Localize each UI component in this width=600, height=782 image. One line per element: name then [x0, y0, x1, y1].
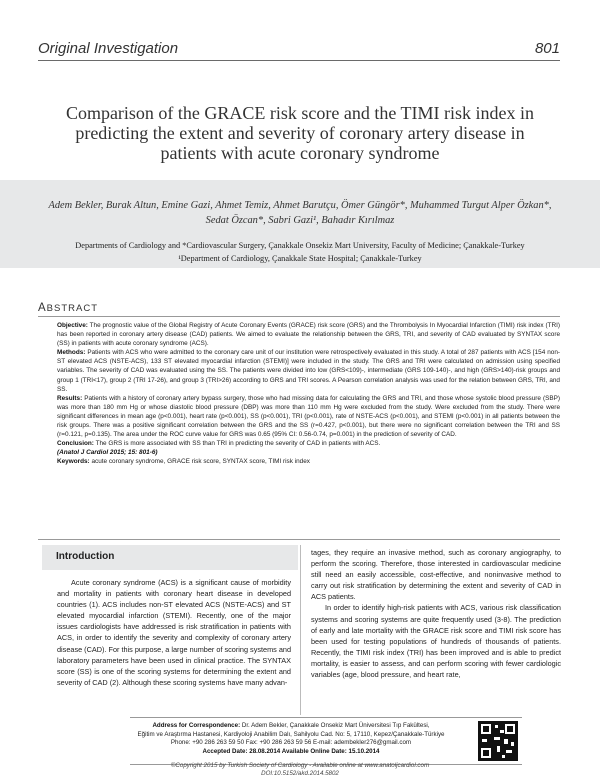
copyright-block: [0, 762, 600, 778]
keywords-text: acute coronary syndrome, GRACE risk score, SYNTAX score, TIMI risk index: [91, 458, 310, 466]
intro-heading-box: [42, 545, 298, 570]
citation-text: (Anatol J Cardiol 2015; 15: 801-6): [57, 449, 158, 457]
correspondence-label: Address for Correspondence:: [152, 722, 241, 729]
running-header: [38, 38, 560, 61]
article-title: [40, 103, 560, 163]
affiliations: [40, 239, 560, 265]
intro-paragraph: Acute coronary syndrome (ACS) is a significant cause of morbidity and mortality in patients with coronary heart disease in developed countries (1). ACS includes non-ST elevated ACS (NSTE-ACS) and ST elevated myocardial infarction (STEMI). Recently, one of the major issues cardiologists have addressed is risk stratification in patients with ACS, in order to identify the severity and complexity of coronary artery disease (CAD). For this purpose, a large number of scoring systems and laboratory parameters have been used in clinical practice. The SYNTAX score (SS) is one of the scoring systems for determining the extent and severity of CAD (2). Although these scoring systems have many advan-: [57, 578, 292, 687]
correspondence-name: Dr. Adem Bekler, Çanakkale Onsekiz Mart Üniversitesi Tıp Fakültesi,: [241, 722, 430, 729]
intro-paragraph: In order to identify high-risk patients with ACS, various risk classification systems and scoring systems are quite frequently used (3-8). The prediction of early and late mortality with the GRACE risk score and TIMI risk score has been used for testing populations of hundreds of thousands of patients. Recently, the TIMI risk index (TRI) has been improved and is able to predict mortality, is easier to assess, and can perform scoring with fewer cardiologic variables (age, blood pressure, and heart rate,: [311, 603, 561, 680]
results-text: Patients with a history of coronary artery bypass surgery, those who had missing data for calculating the GRS and TRI, and those whose systolic blood pressure (SBP) was more than 180 mm Hg or whose diastolic blood pressure (DBP) was more than 110 mm Hg were excluded from the study. Were excluded from the study. There were significant differences in mean age (p<0.001), heart rate (p<0.001), SS (p<0.001), TRI (p<0.001), rate of NSTE-ACS (p<0.001), and STEMI (p<0.001) in all patients between the risk groups. There was a positive significant correlation between the GRS and the SS (r=0.427, p<0.001), but there were no significant correlation between the TRI and SS (r=0.121, p=0.135). The area under the ROC curve value for GRS was 0.65 (95% CI: 0.56-0.74, p=0.001) in the prediction of severity of CAD.: [57, 394, 560, 439]
conclusion-label: Conclusion:: [57, 440, 94, 448]
doi-line: DOI:10.5152/akd.2014.5802: [261, 770, 339, 777]
abstract-bottom-rule: [38, 539, 560, 540]
copyright-line: ©Copyright 2015 by Turkish Society of Cardiology - Available online at www.anatoljcardiol.com: [170, 762, 430, 769]
accepted-date: Accepted Date: 28.08.2014 Available Online Date: 15.10.2014: [202, 748, 380, 756]
column-divider: [300, 545, 301, 715]
conclusion-text: The GRS is more associated with SS than TRI in predicting the severity of CAD in patients with ACS.: [95, 440, 381, 448]
abstract-methods: [57, 348, 560, 393]
title-line: predicting the extent and severity of coronary artery disease in: [75, 123, 525, 143]
abstract-top-rule: [38, 316, 560, 317]
affiliation-line: Departments of Cardiology and *Cardiovascular Surgery, Çanakkale Onsekiz Mart University, Faculty of Medicine; Çanakkale-Turkey: [75, 241, 525, 250]
qr-code-icon: [478, 721, 518, 761]
objective-label: Objective:: [57, 322, 88, 329]
correspondence-text: [130, 722, 452, 757]
correspondence-address: Eğitim ve Araştırma Hastanesi, Kardiyoloji Anabilim Dalı, Sahilyolu Cad. No: 5, 17110, Kepez/Çanakkale-Türkiye: [137, 730, 445, 738]
correspondence-line: [130, 722, 452, 731]
abstract-body: [57, 321, 560, 467]
title-line: patients with acute coronary syndrome: [160, 143, 440, 163]
objective-text: The prognostic value of the Global Registry of Acute Coronary Events (GRACE) risk score (GRS) and the Thrombolysis In Myocardial Infarction (TIMI) risk index (TRI) has been reported in coronary artery disease (CAD) patients. We aimed to evaluate the relationship between the GRS, TRI, and severity of CAD evaluated by SYNTAX score (SS) in patients with acute coronary syndrome (ACS).: [57, 322, 560, 348]
abstract-conclusion: [57, 439, 560, 448]
abstract-heading-initial: A: [38, 302, 47, 314]
methods-label: Methods:: [57, 349, 86, 357]
author-line: Adem Bekler, Burak Altun, Emine Gazi, Ahmet Temiz, Ahmet Barutçu, Ömer Güngör*, Muhammed Turgut Alper Özkan*,: [48, 200, 552, 211]
methods-text: Patients with ACS who were admitted to the coronary care unit of our institution were retrospectively evaluated in this study. A total of 287 patients with ACS [154 non-ST elevated ACS (NSTE-ACS), 133 ST elevated myocardial infarction (STEMI)] were included in the study. The GRS and TRI were calculated on admission using specified variables. The severity of CAD was evaluated using the SS. The patients were divided into low (GRS<109)-, intermediate (GRS 109-140)-, and high (GRS>140)-risk groups and group 1 (TRI<17), group 2 (TRI 17-26), and group 3 (TRI>26) according to GRS and TRI scores. A Pearson correlation analysis was used for the relation between GRS, TRI, and SS.: [57, 349, 561, 393]
author-list: [40, 199, 560, 228]
results-label: Results:: [57, 394, 83, 402]
abstract-citation: [57, 448, 560, 457]
abstract-heading-rest: BSTRACT: [46, 303, 99, 314]
body-column-right: [311, 547, 561, 680]
section-label: Original Investigation: [38, 40, 179, 57]
intro-heading: Introduction: [56, 551, 115, 562]
correspondence-contact: Phone: +90 286 263 59 50 Fax: +90 286 263 59 56 E-mail: adembekler276@gmail.com: [170, 739, 412, 747]
abstract-results: [57, 394, 560, 439]
affiliation-line: ¹Department of Cardiology, Çanakkale State Hospital; Çanakkale-Turkey: [178, 254, 422, 263]
abstract-objective: [57, 321, 560, 348]
correspondence-box: [130, 717, 522, 765]
intro-paragraph-continued: tages, they require an invasive method, such as coronary angiography, to perform the scoring. Therefore, those interested in cardiovascular medicine still need an easily accessible, cost-effective, and noninvasive method to carry out risk stratification by determining the extent and severity of CAD in ACS patients.: [311, 548, 561, 602]
page-number: 801: [534, 40, 560, 57]
keywords-label: Keywords:: [57, 458, 90, 466]
body-column-left: [57, 577, 291, 688]
abstract-heading: [38, 302, 98, 314]
author-line: Sedat Özcan*, Sabri Gazi¹, Bahadır Kırılmaz: [205, 214, 395, 226]
title-line: Comparison of the GRACE risk score and the TIMI risk index in: [65, 103, 535, 123]
abstract-keywords: [57, 457, 560, 466]
